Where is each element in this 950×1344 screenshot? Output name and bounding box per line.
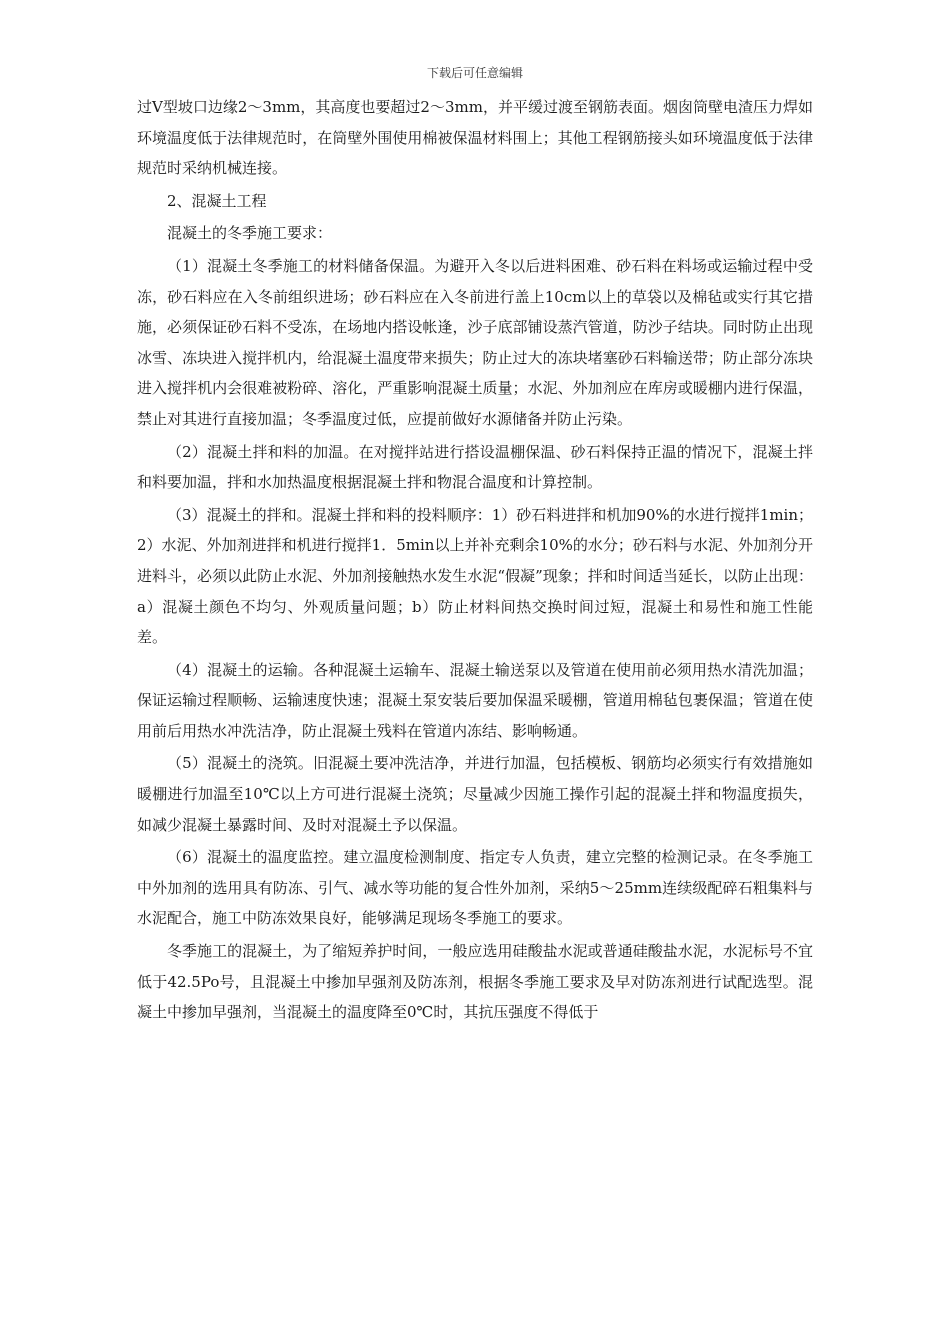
paragraph-item-5: （5）混凝土的浇筑。旧混凝土要冲洗洁净，并进行加温，包括模板、钢筋均必须实行有效措施如暖棚进行加温至10℃以上方可进行混凝土浇筑；尽量减少因施工操作引起的混凝土拌和物温度损失，如减少混凝土暴露时间、及时对混凝土予以保温。 <box>137 754 813 834</box>
document-body <box>137 92 813 1030</box>
paragraph-intro: 混凝土的冬季施工要求： <box>167 224 333 243</box>
paragraph-continuation: 过Ⅴ型坡口边缘2～3mm，其高度也要超过2～3mm，并平缓过渡至钢筋表面。烟囱筒壁电渣压力焊如环境温度低于法律规范时，在筒壁外围使用棉被保温材料围上；其他工程钢筋接头如环境温度低于法律规范时采纳机械连接。 <box>137 98 813 178</box>
paragraph-item-4: （4）混凝土的运输。各种混凝土运输车、混凝土输送泵以及管道在使用前必须用热水清洗加温；保证运输过程顺畅、运输速度快速；混凝土泵安装后要加保温采暖棚，管道用棉毡包裹保温；管道在使用前后用热水冲洗洁净，防止混凝土残料在管道内冻结、影响畅通。 <box>137 660 813 740</box>
paragraph-item-3: （3）混凝土的拌和。混凝土拌和料的投料顺序：1）砂石料进拌和机加90%的水进行搅拌1min；2）水泥、外加剂进拌和机进行搅拌1．5min以上并补充剩余10%的水分；砂石料与水泥、外加剂分开进料斗，必须以此防止水泥、外加剂接触热水发生水泥“假凝”现象；拌和时间适当延长，以防止出现：a）混凝土颜色不均匀、外观质量问题；b）防止材料间热交换时间过短，混凝土和易性和施工性能差。 <box>137 505 813 647</box>
paragraph-closing: 冬季施工的混凝土，为了缩短养护时间，一般应选用硅酸盐水泥或普通硅酸盐水泥，水泥标号不宜低于42.5Po号，且混凝土中掺加早强剂及防冻剂，根据冬季施工要求及早对防冻剂进行试配选型。混凝土中掺加早强剂，当混凝土的温度降至0℃时，其抗压强度不得低于 <box>137 942 813 1022</box>
section-heading: 2、混凝土工程 <box>167 191 267 210</box>
paragraph-item-6: （6）混凝土的温度监控。建立温度检测制度、指定专人负责，建立完整的检测记录。在冬季施工中外加剂的选用具有防冻、引气、减水等功能的复合性外加剂，采纳5～25mm连续级配碎石粗集料与水泥配合，施工中防冻效果良好，能够满足现场冬季施工的要求。 <box>137 848 813 928</box>
page-header: 下载后可任意编辑 <box>426 66 523 80</box>
paragraph-item-2: （2）混凝土拌和料的加温。在对搅拌站进行搭设温棚保温、砂石料保持正温的情况下，混凝土拌和料要加温，拌和水加热温度根据混凝土拌和物混合温度和计算控制。 <box>137 442 813 492</box>
paragraph-item-1: （1）混凝土冬季施工的材料储备保温。为避开入冬以后进料困难、砂石料在料场或运输过程中受冻，砂石料应在入冬前组织进场；砂石料应在入冬前进行盖上10cm以上的草袋以及棉毡或实行其它措施，必须保证砂石料不受冻，在场地内搭设帐逢，沙子底部铺设蒸汽管道，防沙子结块。同时防止出现冰雪、冻块进入搅拌机内，给混凝土温度带来损失；防止过大的冻块堵塞砂石料输送带；防止部分冻块进入搅拌机内会很难被粉碎、溶化，严重影响混凝土质量；水泥、外加剂应在库房或暖棚内进行保温，禁止对其进行直接加温；冬季温度过低，应提前做好水源储备并防止污染。 <box>137 256 813 428</box>
